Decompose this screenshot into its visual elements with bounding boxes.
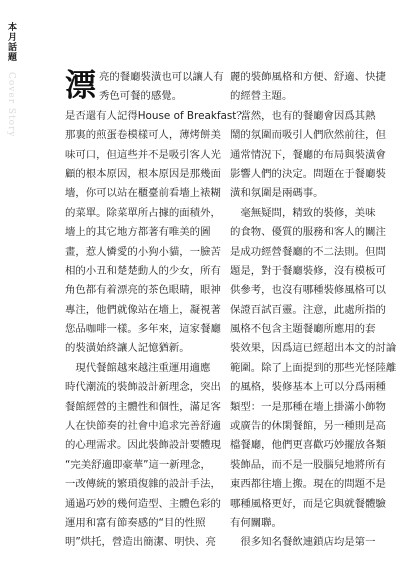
- text-line: 的風格，裝修基本上可以分爲兩種: [230, 381, 386, 394]
- text-line: 裝飾品，而不是一股腦兒地將所有: [230, 458, 386, 471]
- opening-line: 秀色可餐的感覺。: [99, 90, 183, 103]
- text-line: “完美舒適即豪華”這一新理念，: [65, 458, 211, 471]
- text-line: 現代餐館越來越注重運用適應: [65, 361, 211, 374]
- text-line: 保證百試百靈。注意，此處所指的: [230, 303, 386, 316]
- text-line: 一改傳統的繁瑣復雜的設計手法，: [65, 478, 221, 491]
- text-line: 運用和富有節奏感的“目的性照: [65, 517, 206, 529]
- text-line: 專注，他們就像站在墻上，凝視著: [65, 303, 221, 316]
- article-opening: [65, 68, 224, 107]
- section-sub-label: Cover Story: [6, 72, 16, 138]
- text-line: 麗的裝飾風格和方便、舒適、快捷: [230, 71, 386, 83]
- text-line: 墻上的其它地方都著有唯美的圖: [65, 226, 211, 239]
- text-line: 通過巧妙的幾何造型、主體色彩的: [65, 497, 221, 510]
- text-line: 範圍。除了上面提到的那些光怪陸離: [230, 361, 397, 374]
- text-line: 時代潮流的裝飾設計新理念，突出: [65, 381, 221, 394]
- text-line: 明”烘托，營造出簡潔、明快、亮: [65, 536, 216, 549]
- drop-cap: 漂: [65, 68, 96, 104]
- text-line: 人在快節奏的社會中追求完善舒適: [65, 420, 221, 433]
- text-line: 是成功經營餐廳的不二法則。但問: [230, 245, 386, 258]
- text-line: 風格不包含主題餐廳所應用的套: [230, 323, 376, 336]
- text-line: 鬧的氛圍而吸引人們欣然前往，但: [230, 129, 386, 142]
- text-line: 毫無疑問，精致的裝修，美味: [230, 206, 376, 219]
- text-line: 的經營主題。: [230, 90, 293, 103]
- text-line: 供參考，也沒有哪種裝修風格可以: [230, 284, 386, 297]
- text-line: 有何關聯。: [230, 516, 282, 529]
- text-line: 角色都有着漂亮的茶色眼睛，眼神: [65, 284, 221, 297]
- text-line: 裝效果，因爲這已經超出本文的討論: [230, 342, 397, 355]
- text-line: 當然，也有的餐廳會因爲其熱: [230, 109, 376, 122]
- text-line: 的裝潢始終讓人記憶猶新。: [65, 342, 190, 355]
- text-line: 味可口，但這些并不是吸引客人光: [65, 148, 221, 161]
- text-line: 的心理需求。因此裝飾設計要體現: [65, 439, 221, 452]
- text-line: 題是，對于餐廳裝修，沒有模板可: [230, 264, 386, 277]
- text-line: 很多知名餐飲連鎖店均是第一: [230, 536, 376, 549]
- text-line: 影響人們的決定。問題在于餐廳裝: [230, 167, 386, 180]
- text-line: 您品咖啡一樣。多年來，這家餐廳: [65, 323, 221, 336]
- text-line: 東西都往墻上搬。現在的問題不是: [230, 478, 386, 491]
- article-column-left: [65, 68, 247, 553]
- text-line: 檔餐廳，他們更喜歡巧妙擺放各類: [230, 439, 386, 452]
- text-line: 哪種風格更好，而是它與就餐體驗: [230, 497, 386, 510]
- text-line: 畫，惹人憐愛的小狗小貓，一臉苦: [65, 245, 221, 258]
- text-line: 餐館經營的主體性和個性，滿足客: [65, 400, 221, 413]
- text-line: 的食物、優質的服務和客人的關注: [230, 226, 386, 239]
- text-line: 墻，你可以站在櫃臺前看墻上裱糊: [65, 187, 221, 200]
- text-line: 相的小丑和楚楚動人的少女，所有: [65, 264, 221, 277]
- section-sidebar: [0, 0, 22, 569]
- text-line: 的菜單。除菜單所占據的面積外，: [65, 206, 221, 219]
- text-line: 是否還有人記得House of Breakfast？: [65, 109, 247, 122]
- text-line: 顧的根本原因，根本原因是那幾面: [65, 167, 221, 180]
- text-line: 或廣告的休閑餐館，另一種則是高: [230, 420, 386, 433]
- text-line: 通常情況下，餐廳的布局與裝潢會: [230, 148, 386, 161]
- section-label: 本月話題: [6, 22, 16, 62]
- text-line: 類型：一是那種在墻上掛滿小飾物: [230, 400, 386, 413]
- text-line: 那裏的煎蛋卷模樣可人，薄烤餅美: [65, 129, 221, 142]
- text-line: 潢和氛圍是兩碼事。: [230, 187, 324, 200]
- article-column-right: [230, 68, 397, 553]
- opening-line: 亮的餐廳裝潢也可以讓人有: [99, 71, 224, 83]
